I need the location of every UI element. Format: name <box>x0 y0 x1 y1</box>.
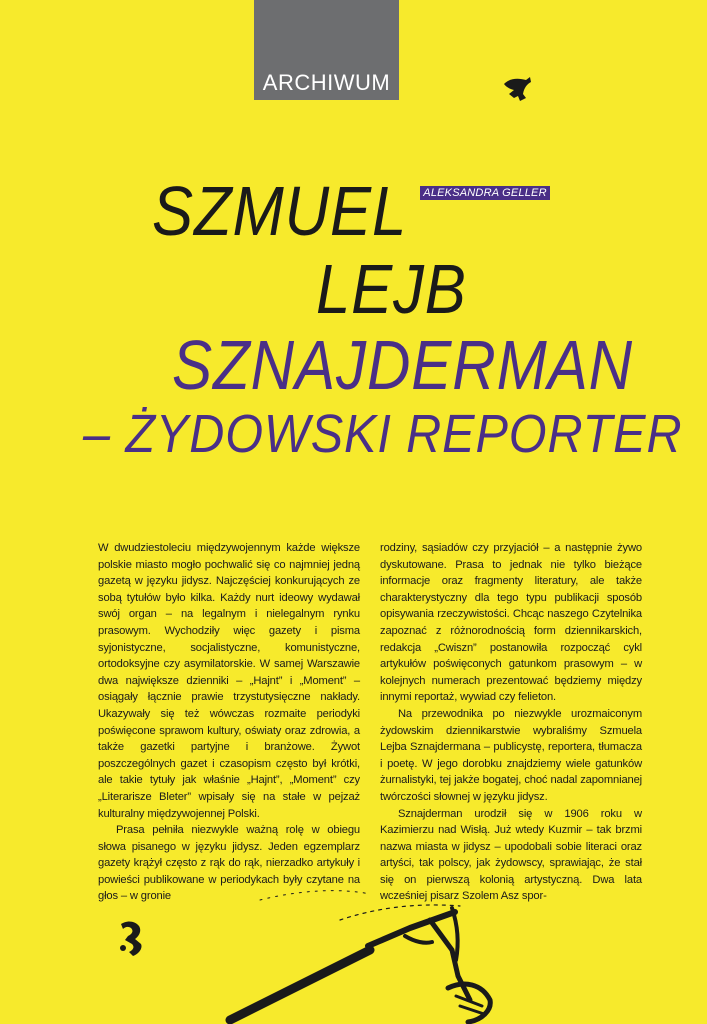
section-tab <box>254 0 399 100</box>
text-column-left <box>98 540 360 905</box>
text-column-right <box>380 540 642 905</box>
paragraph: rodziny, sąsiadów czy przyjaciół – a następnie żywo dyskutowane. Prasa to jednak nie tylko bieżące informacje oraz fragmenty literatury, ale także charakterystyczny dla tego typu publikacji sposób opisywania rzeczywistości. Chcąc naszego Czytelnika zapoznać z różnorodnością form dziennikarskich, redakcja „Cwiszn” postanowiła rozpocząć cykl artykułów poświęconych gatunkom prasowym – w kolejnych numerach prezentować będziemy między innymi reportaż, wywiad czy felieton. <box>380 542 642 704</box>
title-line-2: LEJB <box>316 250 467 328</box>
author-byline: ALEKSANDRA GELLER <box>420 186 550 200</box>
hebrew-letter-mark-icon <box>117 918 147 958</box>
paragraph: Prasa pełniła niezwykle ważną rolę w obiegu słowa pisanego w języku jidysz. Jeden egzemplarz gazety krążył często z rąk do rąk, nierzadko artykuły i powieści publikowane w periodykach były czytane na głos – w gronie <box>98 824 360 903</box>
paragraph: Na przewodnika po niezwykle urozmaiconym żydowskim dziennikarstwie wybraliśmy Szmuela Lejba Sznajdermana – publicystę, reportera, tłumacza i poetę. W jego dorobku znajdziemy wiele gatunków żurnalistyki, tej jakże bogatej, choć nadal zapomnianej twórczości słownej w języku jidysz. <box>380 707 642 803</box>
title-line-3: SZNAJDERMAN <box>172 326 634 404</box>
paragraph: W dwudziestoleciu międzywojennym każde większe polskie miasto mogło pochwalić się co najmniej jedną gazetą w języku jidysz. Najczęściej konkurujących ze sobą tytułów było kilka. Każdy nurt ideowy wydawał swój organ – na legalnym i nielegalnym rynku prasowym. Wychodziły więc gazety i pisma syjonistyczne, socjalistyczne, komunistyczne, ortodoksyjne czy asymilatorskie. W samej Warszawie dwa największe dzienniki – „Hajnt” i „Moment” – osiągały łącznie prawie trzystutysięczne nakłady. Ukazywały się też wówczas rozmaite periodyki poświęcone sprawom kultury, oświaty oraz zdrowia, a także gazetki partyjne i branżowe. Żywot poszczególnych gazet i czasopism często był krótki, ale takie tytuły jak właśnie „Hajnt”, „Moment” czy „Literarisze Bleter” wpisały się na stałe w pejzaż kulturalny międzywojennej Polski. <box>98 542 360 820</box>
title-line-1: SZMUEL <box>152 172 408 250</box>
ink-sketch-illustration <box>220 880 520 1024</box>
paragraph: Sznajderman urodził się w 1906 roku w Kazimierzu nad Wisłą. Już wtedy Kuzmir – tak brzmi nazwa miasta w jidysz – upodobali sobie literaci oraz artyści, tak polscy, jak żydowscy, sprawiając, że stał się on pierwszą kolonią artystyczną. Dwa lata wcześniej pisarz Szolem Asz spor- <box>380 807 642 903</box>
hebrew-letter-mark-icon <box>500 74 534 104</box>
section-label: ARCHIWUM <box>262 70 391 95</box>
title-line-4: – ŻYDOWSKI REPORTER <box>83 404 683 464</box>
